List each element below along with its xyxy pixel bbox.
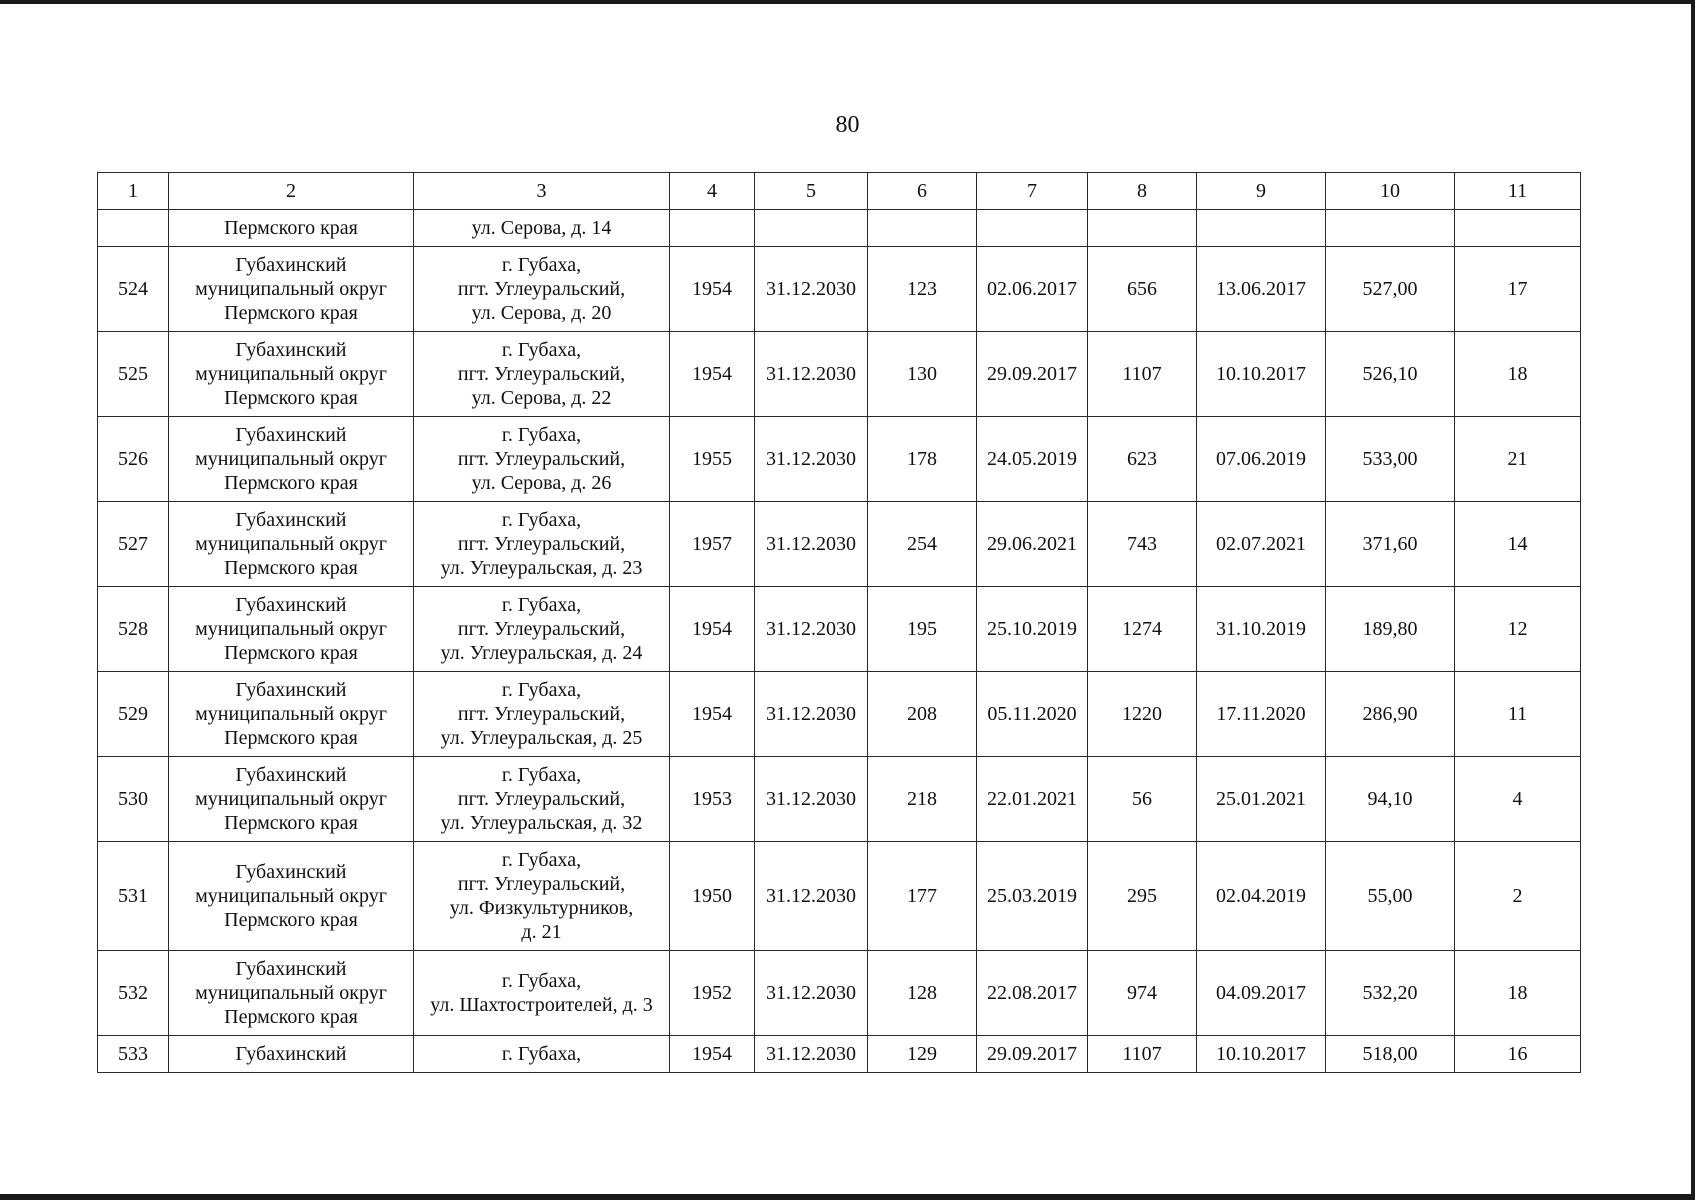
municipality-cell-line: муниципальный округ xyxy=(195,982,387,1004)
column-header-11: 11 xyxy=(1455,173,1581,210)
column-11-cell: 14 xyxy=(1455,502,1581,587)
column-header-6: 6 xyxy=(868,173,977,210)
deadline-cell: 31.12.2030 xyxy=(755,951,868,1036)
registry-table xyxy=(97,172,1581,1073)
column-header-10: 10 xyxy=(1326,173,1455,210)
deadline-cell: 31.12.2030 xyxy=(755,502,868,587)
scan-edge-top xyxy=(0,0,1695,4)
scan-edge-bottom xyxy=(0,1194,1695,1200)
deadline-cell: 31.12.2030 xyxy=(755,1036,868,1073)
address-cell-line: г. Губаха, xyxy=(501,339,582,361)
address-cell xyxy=(414,672,670,757)
column-header-1: 1 xyxy=(98,173,169,210)
address-cell-line: пгт. Углеуральский, xyxy=(457,448,626,470)
municipality-cell-line: муниципальный округ xyxy=(195,618,387,640)
column-9-date-cell: 13.06.2017 xyxy=(1197,247,1326,332)
year-cell: 1954 xyxy=(670,332,755,417)
area-cell: 189,80 xyxy=(1326,587,1455,672)
municipality-cell-line: муниципальный округ xyxy=(195,533,387,555)
address-cell xyxy=(414,502,670,587)
table-body xyxy=(98,210,1581,1073)
municipality-cell xyxy=(169,757,414,842)
year-cell: 1954 xyxy=(670,587,755,672)
municipality-cell-line: Губахинский xyxy=(235,254,347,276)
area-cell: 518,00 xyxy=(1326,1036,1455,1073)
column-11-cell: 18 xyxy=(1455,332,1581,417)
column-6-cell: 218 xyxy=(868,757,977,842)
area-cell: 94,10 xyxy=(1326,757,1455,842)
address-cell-line: г. Губаха, xyxy=(501,1043,582,1065)
address-cell-line: г. Губаха, xyxy=(501,509,582,531)
column-header-8: 8 xyxy=(1088,173,1197,210)
column-9-date-cell: 02.04.2019 xyxy=(1197,842,1326,951)
municipality-cell xyxy=(169,332,414,417)
year-cell: 1954 xyxy=(670,1036,755,1073)
year-cell: 1954 xyxy=(670,247,755,332)
municipality-cell-line: Губахинский xyxy=(235,1043,347,1065)
address-cell xyxy=(414,587,670,672)
address-cell xyxy=(414,247,670,332)
column-8-cell: 1107 xyxy=(1088,332,1197,417)
empty-cell xyxy=(755,210,868,247)
column-header-5: 5 xyxy=(755,173,868,210)
municipality-cell-line: Пермского края xyxy=(224,1006,358,1028)
address-cell-line: ул. Физкультурников, xyxy=(449,897,634,919)
column-6-cell: 177 xyxy=(868,842,977,951)
deadline-cell: 31.12.2030 xyxy=(755,672,868,757)
municipality-cell-line: Пермского края xyxy=(224,557,358,579)
area-cell: 55,00 xyxy=(1326,842,1455,951)
deadline-cell: 31.12.2030 xyxy=(755,842,868,951)
column-7-date-cell: 22.08.2017 xyxy=(977,951,1088,1036)
address-cell-line: ул. Шахтостроителей, д. 3 xyxy=(430,994,653,1016)
column-7-date-cell: 25.03.2019 xyxy=(977,842,1088,951)
column-9-date-cell: 25.01.2021 xyxy=(1197,757,1326,842)
municipality-cell-line: Губахинский xyxy=(235,509,347,531)
year-cell: 1952 xyxy=(670,951,755,1036)
address-cell-line: ул. Углеуральская, д. 25 xyxy=(440,727,643,749)
column-8-cell: 623 xyxy=(1088,417,1197,502)
column-7-date-cell: 22.01.2021 xyxy=(977,757,1088,842)
municipality-cell-line: Пермского края xyxy=(224,302,358,324)
year-cell: 1953 xyxy=(670,757,755,842)
column-7-date-cell: 25.10.2019 xyxy=(977,587,1088,672)
row-number-cell: 527 xyxy=(98,502,169,587)
column-7-date-cell: 29.06.2021 xyxy=(977,502,1088,587)
municipality-cell-line: Губахинский xyxy=(235,594,347,616)
address-cell-line: ул. Серова, д. 26 xyxy=(471,472,612,494)
column-11-cell: 21 xyxy=(1455,417,1581,502)
empty-cell xyxy=(868,210,977,247)
municipality-cell-line: Губахинский xyxy=(235,764,347,786)
municipality-cell-line: муниципальный округ xyxy=(195,363,387,385)
row-number-cell: 526 xyxy=(98,417,169,502)
row-number-cell: 524 xyxy=(98,247,169,332)
column-8-cell: 1220 xyxy=(1088,672,1197,757)
address-cell-line: г. Губаха, xyxy=(501,254,582,276)
address-cell-line: ул. Углеуральская, д. 24 xyxy=(440,642,643,664)
empty-cell xyxy=(1197,210,1326,247)
municipality-cell-line: муниципальный округ xyxy=(195,278,387,300)
column-9-date-cell: 10.10.2017 xyxy=(1197,332,1326,417)
address-cell-line: ул. Серова, д. 20 xyxy=(471,302,612,324)
column-8-cell: 56 xyxy=(1088,757,1197,842)
year-cell: 1957 xyxy=(670,502,755,587)
address-cell-line: ул. Углеуральская, д. 23 xyxy=(440,557,643,579)
column-11-cell: 11 xyxy=(1455,672,1581,757)
column-9-date-cell: 04.09.2017 xyxy=(1197,951,1326,1036)
column-7-date-cell: 02.06.2017 xyxy=(977,247,1088,332)
municipality-cell xyxy=(169,672,414,757)
column-6-cell: 178 xyxy=(868,417,977,502)
municipality-cell xyxy=(169,587,414,672)
empty-cell xyxy=(1455,210,1581,247)
column-6-cell: 195 xyxy=(868,587,977,672)
address-cell-line: г. Губаха, xyxy=(501,594,582,616)
address-cell xyxy=(414,842,670,951)
empty-cell xyxy=(1088,210,1197,247)
address-cell xyxy=(414,417,670,502)
address-cell-line: д. 21 xyxy=(521,921,562,943)
column-8-cell: 1274 xyxy=(1088,587,1197,672)
year-cell: 1955 xyxy=(670,417,755,502)
address-cell-line: пгт. Углеуральский, xyxy=(457,363,626,385)
area-cell: 532,20 xyxy=(1326,951,1455,1036)
municipality-cell xyxy=(169,951,414,1036)
area-cell: 533,00 xyxy=(1326,417,1455,502)
municipality-cell-line: Губахинский xyxy=(235,679,347,701)
column-6-cell: 208 xyxy=(868,672,977,757)
column-9-date-cell: 17.11.2020 xyxy=(1197,672,1326,757)
column-7-date-cell: 24.05.2019 xyxy=(977,417,1088,502)
page-number: 80 xyxy=(835,112,860,138)
address-cell xyxy=(414,1036,670,1073)
address-cell-line: ул. Серова, д. 22 xyxy=(471,387,612,409)
area-cell: 527,00 xyxy=(1326,247,1455,332)
table-row xyxy=(98,842,1581,951)
address-cell xyxy=(414,951,670,1036)
table-row-continued xyxy=(98,210,1581,247)
municipality-cell xyxy=(169,210,414,247)
area-cell: 371,60 xyxy=(1326,502,1455,587)
municipality-cell-line: муниципальный округ xyxy=(195,788,387,810)
column-11-cell: 18 xyxy=(1455,951,1581,1036)
row-number-cell: 528 xyxy=(98,587,169,672)
column-8-cell: 295 xyxy=(1088,842,1197,951)
municipality-cell xyxy=(169,247,414,332)
row-number-cell xyxy=(98,210,169,247)
address-cell-line: г. Губаха, xyxy=(501,970,582,992)
column-6-cell: 128 xyxy=(868,951,977,1036)
municipality-cell xyxy=(169,502,414,587)
row-number-cell: 533 xyxy=(98,1036,169,1073)
address-cell xyxy=(414,332,670,417)
table-row xyxy=(98,951,1581,1036)
column-8-cell: 974 xyxy=(1088,951,1197,1036)
row-number-cell: 525 xyxy=(98,332,169,417)
column-8-cell: 656 xyxy=(1088,247,1197,332)
address-cell-line: ул. Углеуральская, д. 32 xyxy=(440,812,643,834)
row-number-cell: 532 xyxy=(98,951,169,1036)
column-7-date-cell: 29.09.2017 xyxy=(977,1036,1088,1073)
table-header xyxy=(98,173,1581,210)
column-6-cell: 254 xyxy=(868,502,977,587)
address-cell-line: г. Губаха, xyxy=(501,849,582,871)
column-header-4: 4 xyxy=(670,173,755,210)
column-11-cell: 16 xyxy=(1455,1036,1581,1073)
table-row xyxy=(98,417,1581,502)
address-cell-line: пгт. Углеуральский, xyxy=(457,533,626,555)
table-row xyxy=(98,757,1581,842)
column-8-cell: 743 xyxy=(1088,502,1197,587)
table-row xyxy=(98,247,1581,332)
municipality-cell-line: Пермского края xyxy=(224,642,358,664)
address-cell-line: г. Губаха, xyxy=(501,679,582,701)
municipality-cell-line: муниципальный округ xyxy=(195,885,387,907)
column-6-cell: 123 xyxy=(868,247,977,332)
year-cell: 1950 xyxy=(670,842,755,951)
column-9-date-cell: 02.07.2021 xyxy=(1197,502,1326,587)
row-number-cell: 530 xyxy=(98,757,169,842)
deadline-cell: 31.12.2030 xyxy=(755,247,868,332)
area-cell: 286,90 xyxy=(1326,672,1455,757)
year-cell: 1954 xyxy=(670,672,755,757)
deadline-cell: 31.12.2030 xyxy=(755,587,868,672)
municipality-cell-line: Губахинский xyxy=(235,958,347,980)
municipality-cell-line: Губахинский xyxy=(235,424,347,446)
row-number-cell: 529 xyxy=(98,672,169,757)
address-cell-line: пгт. Углеуральский, xyxy=(457,278,626,300)
area-cell: 526,10 xyxy=(1326,332,1455,417)
table-row xyxy=(98,502,1581,587)
table-row xyxy=(98,587,1581,672)
column-11-cell: 2 xyxy=(1455,842,1581,951)
municipality-cell xyxy=(169,417,414,502)
table-row xyxy=(98,332,1581,417)
column-header-2: 2 xyxy=(169,173,414,210)
municipality-cell-line: Пермского края xyxy=(224,727,358,749)
row-number-cell: 531 xyxy=(98,842,169,951)
column-11-cell: 12 xyxy=(1455,587,1581,672)
address-cell-line: пгт. Углеуральский, xyxy=(457,873,626,895)
address-cell-line: пгт. Углеуральский, xyxy=(457,703,626,725)
deadline-cell: 31.12.2030 xyxy=(755,757,868,842)
column-8-cell: 1107 xyxy=(1088,1036,1197,1073)
municipality-cell-line: Пермского края xyxy=(224,217,358,239)
address-cell-line: пгт. Углеуральский, xyxy=(457,788,626,810)
column-9-date-cell: 31.10.2019 xyxy=(1197,587,1326,672)
column-header-7: 7 xyxy=(977,173,1088,210)
address-cell xyxy=(414,210,670,247)
municipality-cell-line: Губахинский xyxy=(235,861,347,883)
column-6-cell: 129 xyxy=(868,1036,977,1073)
column-9-date-cell: 07.06.2019 xyxy=(1197,417,1326,502)
address-cell-line: г. Губаха, xyxy=(501,764,582,786)
address-cell-line: пгт. Углеуральский, xyxy=(457,618,626,640)
address-cell xyxy=(414,757,670,842)
column-header-9: 9 xyxy=(1197,173,1326,210)
empty-cell xyxy=(1326,210,1455,247)
deadline-cell: 31.12.2030 xyxy=(755,332,868,417)
municipality-cell xyxy=(169,842,414,951)
municipality-cell-line: Пермского края xyxy=(224,909,358,931)
municipality-cell-line: Пермского края xyxy=(224,472,358,494)
municipality-cell-line: Пермского края xyxy=(224,812,358,834)
column-11-cell: 4 xyxy=(1455,757,1581,842)
municipality-cell-line: муниципальный округ xyxy=(195,703,387,725)
column-7-date-cell: 05.11.2020 xyxy=(977,672,1088,757)
municipality-cell-line: муниципальный округ xyxy=(195,448,387,470)
empty-cell xyxy=(670,210,755,247)
table-row xyxy=(98,1036,1581,1073)
address-cell-line: г. Губаха, xyxy=(501,424,582,446)
header-row xyxy=(98,173,1581,210)
column-9-date-cell: 10.10.2017 xyxy=(1197,1036,1326,1073)
municipality-cell-line: Губахинский xyxy=(235,339,347,361)
scan-edge-right xyxy=(1691,0,1695,1200)
empty-cell xyxy=(977,210,1088,247)
column-7-date-cell: 29.09.2017 xyxy=(977,332,1088,417)
column-header-3: 3 xyxy=(414,173,670,210)
table-row xyxy=(98,672,1581,757)
municipality-cell xyxy=(169,1036,414,1073)
municipality-cell-line: Пермского края xyxy=(224,387,358,409)
column-6-cell: 130 xyxy=(868,332,977,417)
deadline-cell: 31.12.2030 xyxy=(755,417,868,502)
address-cell-line: ул. Серова, д. 14 xyxy=(471,217,612,239)
column-11-cell: 17 xyxy=(1455,247,1581,332)
